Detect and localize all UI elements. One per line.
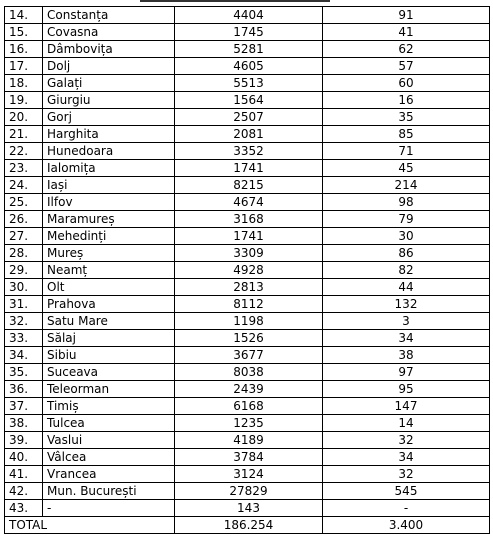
- value-1-cell: 8215: [175, 177, 323, 194]
- table-row: [5, 24, 490, 41]
- table-row: [5, 228, 490, 245]
- table-row: [5, 92, 490, 109]
- county-name-cell: Satu Mare: [43, 313, 175, 330]
- value-2-cell: 62: [323, 41, 490, 58]
- value-1-cell: 5281: [175, 41, 323, 58]
- table-row: [5, 500, 490, 517]
- value-2-cell: 34: [323, 330, 490, 347]
- row-number-cell: 28.: [5, 245, 43, 262]
- value-1-cell: 143: [175, 500, 323, 517]
- county-name-cell: Mehedinți: [43, 228, 175, 245]
- value-1-cell: 3168: [175, 211, 323, 228]
- value-2-cell: 85: [323, 126, 490, 143]
- county-name-cell: Harghita: [43, 126, 175, 143]
- row-number-cell: 23.: [5, 160, 43, 177]
- county-name-cell: Iași: [43, 177, 175, 194]
- value-2-cell: 545: [323, 483, 490, 500]
- value-2-cell: 16: [323, 92, 490, 109]
- value-2-cell: 45: [323, 160, 490, 177]
- row-number-cell: 18.: [5, 75, 43, 92]
- row-number-cell: 36.: [5, 381, 43, 398]
- county-name-cell: Maramureș: [43, 211, 175, 228]
- county-name-cell: Prahova: [43, 296, 175, 313]
- value-1-cell: 4928: [175, 262, 323, 279]
- value-1-cell: 1564: [175, 92, 323, 109]
- value-1-cell: 5513: [175, 75, 323, 92]
- table-row: [5, 381, 490, 398]
- value-1-cell: 27829: [175, 483, 323, 500]
- value-1-cell: 3677: [175, 347, 323, 364]
- county-name-cell: Ilfov: [43, 194, 175, 211]
- row-number-cell: 27.: [5, 228, 43, 245]
- county-name-cell: Teleorman: [43, 381, 175, 398]
- value-2-cell: 57: [323, 58, 490, 75]
- county-name-cell: Covasna: [43, 24, 175, 41]
- value-2-cell: -: [323, 500, 490, 517]
- county-name-cell: Vaslui: [43, 432, 175, 449]
- value-2-cell: 97: [323, 364, 490, 381]
- value-1-cell: 4605: [175, 58, 323, 75]
- value-1-cell: 1198: [175, 313, 323, 330]
- value-2-cell: 35: [323, 109, 490, 126]
- value-2-cell: 147: [323, 398, 490, 415]
- table-row: [5, 7, 490, 24]
- row-number-cell: 37.: [5, 398, 43, 415]
- row-number-cell: 29.: [5, 262, 43, 279]
- row-number-cell: 31.: [5, 296, 43, 313]
- county-name-cell: Mun. București: [43, 483, 175, 500]
- row-number-cell: 17.: [5, 58, 43, 75]
- value-1-cell: 1741: [175, 160, 323, 177]
- value-1-cell: 3784: [175, 449, 323, 466]
- table-row: [5, 194, 490, 211]
- table-row: [5, 364, 490, 381]
- county-name-cell: Ialomița: [43, 160, 175, 177]
- value-1-cell: 6168: [175, 398, 323, 415]
- table-row: [5, 143, 490, 160]
- county-name-cell: Mureș: [43, 245, 175, 262]
- value-1-cell: 4404: [175, 7, 323, 24]
- row-number-cell: 20.: [5, 109, 43, 126]
- row-number-cell: 32.: [5, 313, 43, 330]
- table-row: [5, 296, 490, 313]
- value-1-cell: 4189: [175, 432, 323, 449]
- county-name-cell: Hunedoara: [43, 143, 175, 160]
- table-row: [5, 262, 490, 279]
- table-row: [5, 398, 490, 415]
- value-1-cell: 1745: [175, 24, 323, 41]
- county-name-cell: Gorj: [43, 109, 175, 126]
- county-name-cell: -: [43, 500, 175, 517]
- value-2-cell: 32: [323, 466, 490, 483]
- county-name-cell: Galați: [43, 75, 175, 92]
- value-1-cell: 2081: [175, 126, 323, 143]
- total-row: [5, 517, 490, 534]
- total-label: TOTAL: [5, 517, 175, 534]
- value-2-cell: 98: [323, 194, 490, 211]
- value-1-cell: 3352: [175, 143, 323, 160]
- value-2-cell: 30: [323, 228, 490, 245]
- row-number-cell: 30.: [5, 279, 43, 296]
- value-2-cell: 71: [323, 143, 490, 160]
- value-2-cell: 86: [323, 245, 490, 262]
- row-number-cell: 15.: [5, 24, 43, 41]
- table-row: [5, 211, 490, 228]
- county-name-cell: Dâmbovița: [43, 41, 175, 58]
- row-number-cell: 19.: [5, 92, 43, 109]
- row-number-cell: 33.: [5, 330, 43, 347]
- value-1-cell: 1235: [175, 415, 323, 432]
- table-row: [5, 347, 490, 364]
- table-row: [5, 245, 490, 262]
- table-row: [5, 41, 490, 58]
- county-name-cell: Sălaj: [43, 330, 175, 347]
- table-row: [5, 415, 490, 432]
- row-number-cell: 25.: [5, 194, 43, 211]
- total-value-1: 186.254: [175, 517, 323, 534]
- value-2-cell: 38: [323, 347, 490, 364]
- value-2-cell: 91: [323, 7, 490, 24]
- table-row: [5, 313, 490, 330]
- county-name-cell: Olt: [43, 279, 175, 296]
- county-name-cell: Giurgiu: [43, 92, 175, 109]
- value-1-cell: 2813: [175, 279, 323, 296]
- county-name-cell: Suceava: [43, 364, 175, 381]
- value-2-cell: 60: [323, 75, 490, 92]
- county-name-cell: Timiș: [43, 398, 175, 415]
- county-name-cell: Dolj: [43, 58, 175, 75]
- table-row: [5, 279, 490, 296]
- row-number-cell: 42.: [5, 483, 43, 500]
- row-number-cell: 14.: [5, 7, 43, 24]
- row-number-cell: 22.: [5, 143, 43, 160]
- county-name-cell: Neamț: [43, 262, 175, 279]
- row-number-cell: 38.: [5, 415, 43, 432]
- row-number-cell: 35.: [5, 364, 43, 381]
- row-number-cell: 26.: [5, 211, 43, 228]
- value-1-cell: 4674: [175, 194, 323, 211]
- value-1-cell: 3309: [175, 245, 323, 262]
- table-row: [5, 432, 490, 449]
- table-row: [5, 126, 490, 143]
- value-2-cell: 44: [323, 279, 490, 296]
- table-row: [5, 466, 490, 483]
- total-value-2: 3.400: [323, 517, 490, 534]
- value-2-cell: 41: [323, 24, 490, 41]
- county-name-cell: Constanța: [43, 7, 175, 24]
- county-name-cell: Tulcea: [43, 415, 175, 432]
- table-row: [5, 58, 490, 75]
- table-row: [5, 483, 490, 500]
- value-1-cell: 2507: [175, 109, 323, 126]
- county-name-cell: Vrancea: [43, 466, 175, 483]
- row-number-cell: 41.: [5, 466, 43, 483]
- row-number-cell: 16.: [5, 41, 43, 58]
- row-number-cell: 40.: [5, 449, 43, 466]
- county-name-cell: Sibiu: [43, 347, 175, 364]
- row-number-cell: 24.: [5, 177, 43, 194]
- value-1-cell: 2439: [175, 381, 323, 398]
- value-2-cell: 3: [323, 313, 490, 330]
- table-row: [5, 109, 490, 126]
- row-number-cell: 43.: [5, 500, 43, 517]
- value-1-cell: 1526: [175, 330, 323, 347]
- table-row: [5, 177, 490, 194]
- row-number-cell: 21.: [5, 126, 43, 143]
- value-1-cell: 3124: [175, 466, 323, 483]
- county-data-table: [4, 6, 490, 534]
- value-2-cell: 34: [323, 449, 490, 466]
- value-2-cell: 82: [323, 262, 490, 279]
- value-2-cell: 14: [323, 415, 490, 432]
- value-1-cell: 8038: [175, 364, 323, 381]
- county-name-cell: Vâlcea: [43, 449, 175, 466]
- value-2-cell: 214: [323, 177, 490, 194]
- table-row: [5, 160, 490, 177]
- table-body: [5, 7, 490, 534]
- table-row: [5, 330, 490, 347]
- table-row: [5, 75, 490, 92]
- value-2-cell: 95: [323, 381, 490, 398]
- table-row: [5, 449, 490, 466]
- top-border-bar: [140, 0, 330, 2]
- value-2-cell: 132: [323, 296, 490, 313]
- value-2-cell: 79: [323, 211, 490, 228]
- value-1-cell: 1741: [175, 228, 323, 245]
- row-number-cell: 39.: [5, 432, 43, 449]
- value-1-cell: 8112: [175, 296, 323, 313]
- row-number-cell: 34.: [5, 347, 43, 364]
- value-2-cell: 32: [323, 432, 490, 449]
